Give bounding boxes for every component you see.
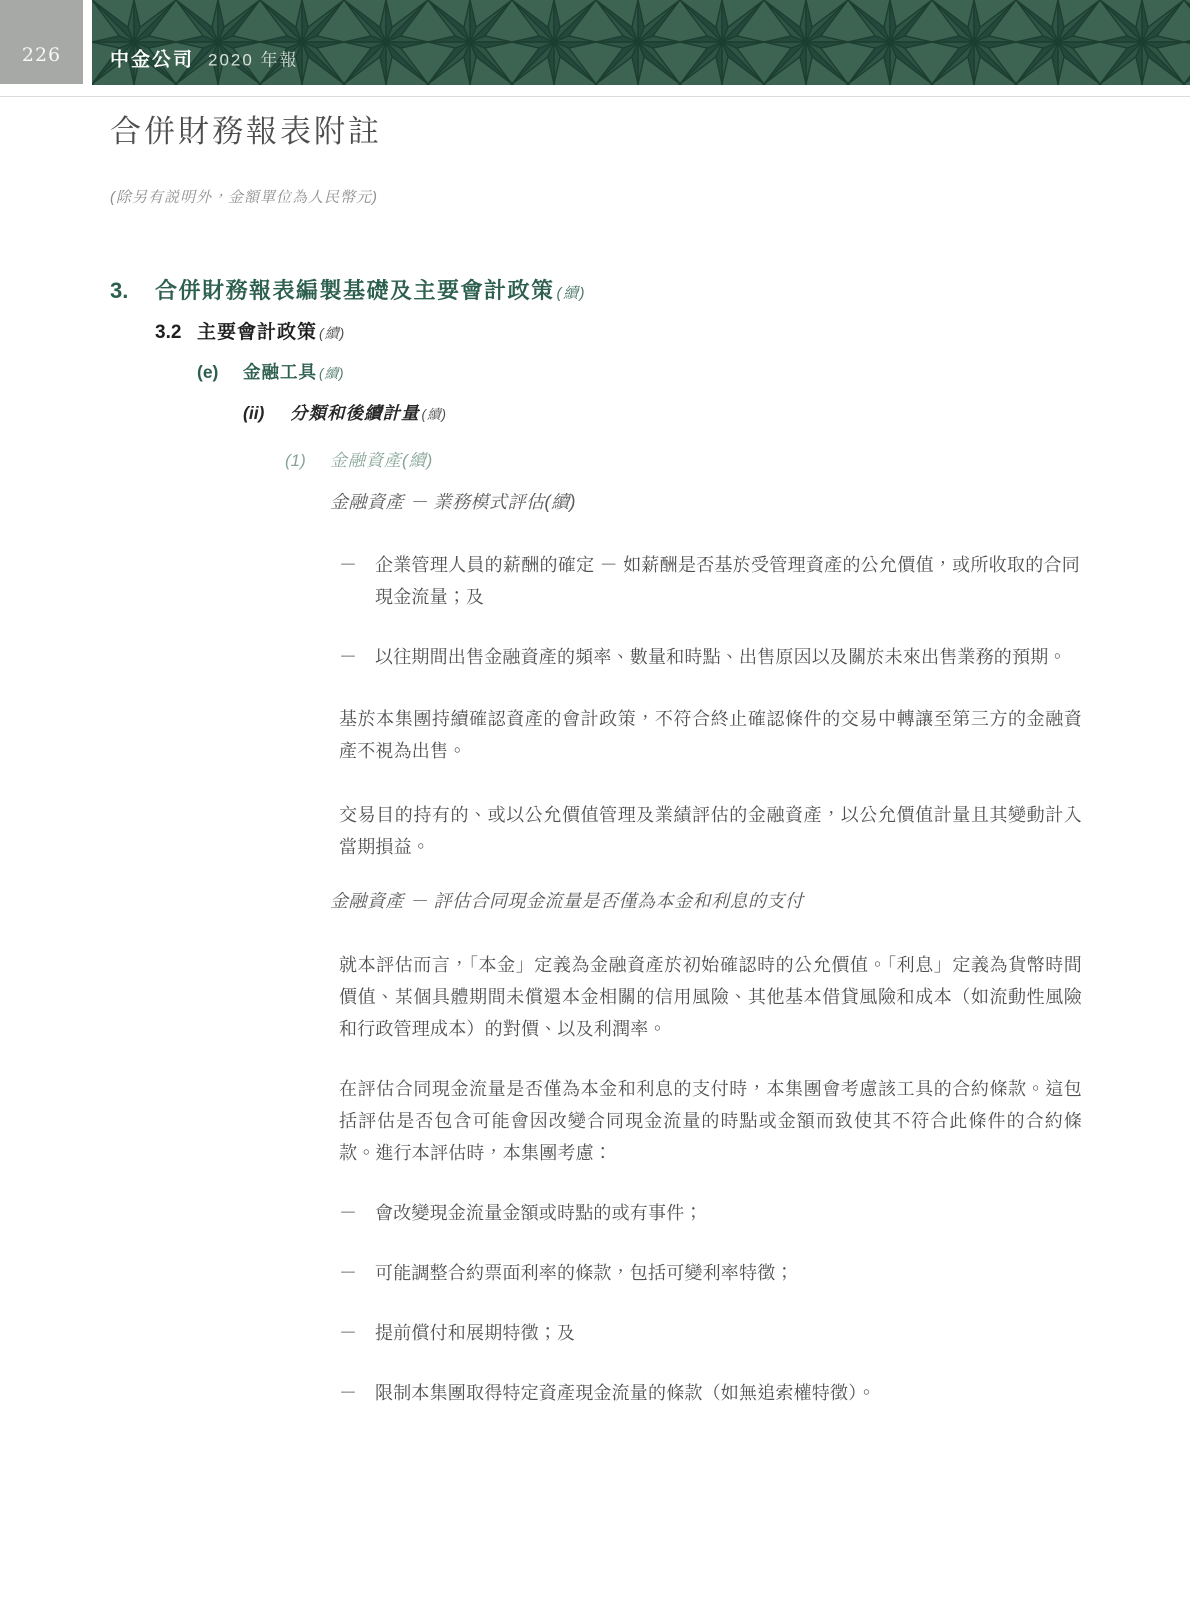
company-name: 中金公司 [110,49,195,71]
paragraph: 在評估合同現金流量是否僅為本金和利息的支付時，本集團會考慮該工具的合約條款。這包括評估是否包含可能會因改變合同現金流量的時點或金額而致使其不符合此條件的合約條款。進行本評估時，本集團考慮： [339,1079,1082,1163]
document-title: 合併財務報表附註 [110,114,382,150]
header-divider [0,96,1190,97]
list-item-text: 提前償付和展期特徵；及 [375,1323,576,1343]
clause-e-heading [197,359,345,384]
paragraph: 基於本集團持續確認資產的會計政策，不符合終止確認條件的交易中轉讓至第三方的金融資產不視為出售。 [339,709,1082,761]
bullet-dash: － [339,1323,358,1343]
continued-mark: (續) [402,451,434,470]
bullet-dash: － [339,1383,358,1403]
list-item-text: 以往期間出售金融資產的頻率、數量和時點、出售原因以及關於未來出售業務的預期。 [375,647,1067,667]
clause-1-title: 金融資產 [330,451,402,470]
bullet-dash: － [339,1203,358,1223]
continued-mark: (續) [421,407,447,422]
section-number: 3. [110,278,129,303]
clause-ii-title: 分類和後續計量 [290,403,420,423]
paragraph: 就本評估而言，「本金」定義為金融資產於初始確認時的公允價值。「利息」定義為貨幣時間價值、某個具體期間未償還本金相關的信用風險、其他基本借貸風險和成本（如流動性風險和行政管理成本）的對價、以及利潤率。 [339,955,1082,1039]
banner-pattern-icon [92,0,1190,85]
list-item-text: 限制本集團取得特定資產現金流量的條款（如無追索權特徵）。 [375,1383,876,1403]
header-banner [92,0,1190,85]
list-item [339,1257,1080,1289]
continued-mark: (續) [556,285,587,302]
page-number: 226 [21,44,62,66]
list-item-text: 企業管理人員的薪酬的確定 － 如薪酬是否基於受管理資產的公允價值，或所收取的合同現金流量；及 [375,555,1080,607]
clause-ii-number: (ii) [243,403,265,423]
list-item [339,641,1080,673]
business-model-heading: 金融資產 － 業務模式評估(續) [330,492,576,512]
clause-1-heading [285,446,433,471]
continued-mark: (續) [319,325,346,341]
bullet-dash: － [339,1263,358,1283]
page-number-box [0,0,83,84]
subsection-heading [155,317,345,344]
clause-e-title: 金融工具 [243,362,317,382]
bullet-dash: － [339,647,358,667]
list-item-text: 會改變現金流量金額或時點的或有事件； [375,1203,703,1223]
bullet-dash: － [339,555,358,575]
list-item [339,549,1080,613]
banner-text [110,45,299,72]
subsection-title: 主要會計政策 [197,322,318,343]
section-title: 合併財務報表編製基礎及主要會計政策 [155,278,555,303]
paragraph: 交易目的持有的、或以公允價值管理及業績評估的金融資產，以公允價值計量且其變動計入當期損益。 [339,805,1082,857]
clause-e-number: (e) [197,362,219,382]
clause-ii-heading [243,400,447,425]
currency-note: (除另有説明外，金額單位為人民幣元) [110,189,378,206]
clause-1-number: (1) [285,451,306,470]
list-item [339,1377,1080,1409]
report-edition: 2020 年報 [208,50,299,70]
list-item-text: 可能調整合約票面利率的條款，包括可變利率特徵； [375,1263,794,1283]
section-heading [110,274,586,305]
continued-mark: (續) [319,366,345,381]
list-item [339,1197,1080,1229]
list-item [339,1317,1080,1349]
subsection-number: 3.2 [155,322,182,343]
sppi-heading: 金融資產 － 評估合同現金流量是否僅為本金和利息的支付 [330,891,804,911]
